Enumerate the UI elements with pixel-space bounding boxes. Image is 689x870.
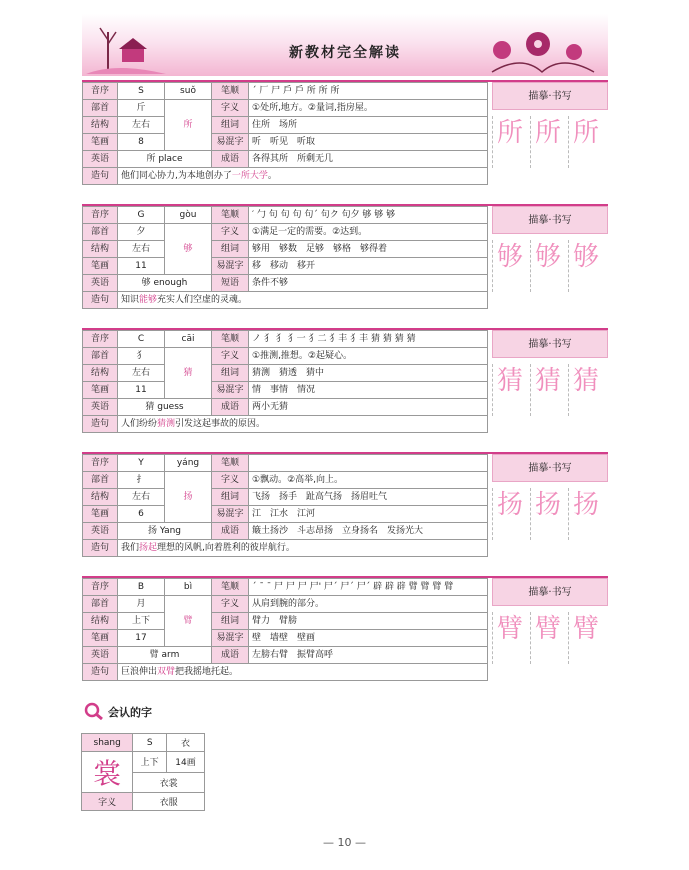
pinyin-value: gòu <box>165 207 212 224</box>
english-value: 够 enough <box>118 275 212 292</box>
label-ziyi: 字义 <box>212 596 249 613</box>
header-banner <box>82 14 608 76</box>
trace-character: 猜 <box>534 366 561 396</box>
stroke-order-value <box>249 455 488 472</box>
label-yingyu: 英语 <box>83 151 118 168</box>
recognize-structure: 上下 <box>133 752 167 773</box>
strokes-value: 6 <box>118 506 165 523</box>
character-table <box>82 206 488 309</box>
label-jiegou: 结构 <box>83 117 118 134</box>
label-phrase: 成语 <box>212 151 249 168</box>
trace-character: 够 <box>496 242 523 272</box>
label-yingyu: 英语 <box>83 399 118 416</box>
confusable-value: 情 事情 情况 <box>249 382 488 399</box>
meaning-value: ①飘动。②高举,向上。 <box>249 472 488 489</box>
recognize-table <box>81 733 205 811</box>
character-table <box>82 82 488 185</box>
label-bihua: 笔画 <box>83 630 118 647</box>
trace-character: 臂 <box>534 614 561 644</box>
label-jiegou: 结构 <box>83 241 118 258</box>
character-table <box>82 330 488 433</box>
structure-value: 左右 <box>118 117 165 134</box>
structure-value: 左右 <box>118 241 165 258</box>
sentence: 知识能够充实人们空虚的灵魂。 <box>118 292 488 309</box>
writing-grid[interactable] <box>492 612 608 664</box>
label-yinxu: 音序 <box>83 455 118 472</box>
meaning-value: 从肩到腕的部分。 <box>249 596 488 613</box>
writing-practice-header: 描摹·书写 <box>492 330 608 358</box>
label-phrase: 成语 <box>212 399 249 416</box>
sentence: 我们扬起理想的风帆,向着胜利的彼岸航行。 <box>118 540 488 557</box>
label-zaoju: 造句 <box>83 540 118 557</box>
label-yihunzi: 易混字 <box>212 506 249 523</box>
trace-character: 扬 <box>534 490 561 520</box>
words-value: 住所 场所 <box>249 117 488 134</box>
trace-character: 所 <box>496 118 523 148</box>
label-yingyu: 英语 <box>83 275 118 292</box>
label-yinxu: 音序 <box>83 83 118 100</box>
radical-value: 扌 <box>118 472 165 489</box>
strokes-value: 11 <box>118 258 165 275</box>
strokes-value: 8 <box>118 134 165 151</box>
big-character: 猜 <box>165 348 212 399</box>
character-card-yang <box>82 452 608 560</box>
label-zuci: 组词 <box>212 117 249 134</box>
label-bishun: 笔顺 <box>212 331 249 348</box>
recognize-title: 会认的字 <box>108 706 152 719</box>
writing-practice-header: 描摹·书写 <box>492 206 608 234</box>
writing-practice-header: 描摹·书写 <box>492 578 608 606</box>
page-number: — 10 — <box>323 836 366 849</box>
stroke-order-value: ′ 勹 句 句 句 句ˊ 句ク 句夕 够 够 够 <box>249 207 488 224</box>
label-bihua: 笔画 <box>83 258 118 275</box>
label-bushou: 部首 <box>83 472 118 489</box>
writing-practice <box>492 454 608 520</box>
label-yinxu: 音序 <box>83 579 118 596</box>
big-character: 臂 <box>165 596 212 647</box>
label-zuci: 组词 <box>212 613 249 630</box>
trace-character: 够 <box>572 242 599 272</box>
english-value: 扬 Yang <box>118 523 212 540</box>
label-ziyi: 字义 <box>212 224 249 241</box>
english-value: 猜 guess <box>118 399 212 416</box>
sentence: 人们纷纷猜测引发这起事故的原因。 <box>118 416 488 433</box>
stroke-order-value: ˊ 厂 尸 戶 戶 所 所 所 <box>249 83 488 100</box>
words-value: 飞扬 扬手 趾高气扬 扬眉吐气 <box>249 489 488 506</box>
character-table <box>82 454 488 557</box>
letter-value: C <box>118 331 165 348</box>
words-value: 够用 够数 足够 够格 够得着 <box>249 241 488 258</box>
writing-grid[interactable] <box>492 240 608 292</box>
big-character: 够 <box>165 224 212 275</box>
trace-character: 臂 <box>572 614 599 644</box>
label-yihunzi: 易混字 <box>212 134 249 151</box>
pinyin-value: bì <box>165 579 212 596</box>
structure-value: 上下 <box>118 613 165 630</box>
label-bishun: 笔顺 <box>212 455 249 472</box>
label-yihunzi: 易混字 <box>212 258 249 275</box>
recognize-strokes: 14画 <box>167 752 205 773</box>
confusable-value: 壁 墙壁 壁画 <box>249 630 488 647</box>
label-yingyu: 英语 <box>83 523 118 540</box>
label-phrase: 成语 <box>212 523 249 540</box>
letter-value: Y <box>118 455 165 472</box>
letter-value: G <box>118 207 165 224</box>
label-bihua: 笔画 <box>83 506 118 523</box>
label-zaoju: 造句 <box>83 416 118 433</box>
strokes-value: 17 <box>118 630 165 647</box>
recognize-pinyin: shang <box>82 734 133 752</box>
trace-character: 够 <box>534 242 561 272</box>
label-ziyi: 字义 <box>212 100 249 117</box>
label-phrase: 短语 <box>212 275 249 292</box>
label-bushou: 部首 <box>83 100 118 117</box>
english-value: 臂 arm <box>118 647 212 664</box>
character-card-cai <box>82 328 608 436</box>
label-zuci: 组词 <box>212 489 249 506</box>
label-yinxu: 音序 <box>83 331 118 348</box>
radical-value: 夕 <box>118 224 165 241</box>
letter-value: S <box>118 83 165 100</box>
writing-practice <box>492 206 608 272</box>
label-jiegou: 结构 <box>83 613 118 630</box>
label-yingyu: 英语 <box>83 647 118 664</box>
radical-value: 月 <box>118 596 165 613</box>
writing-practice-header: 描摹·书写 <box>492 82 608 110</box>
big-character: 所 <box>165 100 212 151</box>
big-character: 扬 <box>165 472 212 523</box>
label-bihua: 笔画 <box>83 134 118 151</box>
pinyin-value: yáng <box>165 455 212 472</box>
pinyin-value: cāi <box>165 331 212 348</box>
phrase-value: 左膀右臂 振臂高呼 <box>249 647 488 664</box>
meaning-value: ①处所,地方。②量词,指房屋。 <box>249 100 488 117</box>
strokes-value: 11 <box>118 382 165 399</box>
writing-practice <box>492 82 608 148</box>
writing-grid[interactable] <box>492 364 608 416</box>
english-value: 所 place <box>118 151 212 168</box>
phrase-value: 两小无猜 <box>249 399 488 416</box>
recognize-words: 衣裳 <box>133 772 205 793</box>
writing-practice <box>492 330 608 396</box>
label-jiegou: 结构 <box>83 365 118 382</box>
structure-value: 左右 <box>118 365 165 382</box>
stroke-order-value: ノ 犭 犭 犭一 犭二 犭丰 犭丰 猜 猜 猜 猜 <box>249 331 488 348</box>
trace-character: 臂 <box>496 614 523 644</box>
radical-value: 犭 <box>118 348 165 365</box>
recognize-meaning: 衣服 <box>133 793 205 811</box>
trace-character: 所 <box>534 118 561 148</box>
label-bishun: 笔顺 <box>212 207 249 224</box>
label-ziyi: 字义 <box>212 472 249 489</box>
label-ziyi: 字义 <box>212 348 249 365</box>
character-table <box>82 578 488 681</box>
trace-character: 所 <box>572 118 599 148</box>
label-bihua: 笔画 <box>83 382 118 399</box>
label-zaoju: 造句 <box>83 664 118 681</box>
phrase-value: 簸土扬沙 斗志昂扬 立身扬名 发扬光大 <box>249 523 488 540</box>
phrase-value: 各得其所 所剩无几 <box>249 151 488 168</box>
sentence: 他们同心协力,为本地创办了一所大学。 <box>118 168 488 185</box>
recognize-letter: S <box>133 734 167 752</box>
label-yihunzi: 易混字 <box>212 630 249 647</box>
meaning-value: ①满足一定的需要。②达到。 <box>249 224 488 241</box>
label-bishun: 笔顺 <box>212 83 249 100</box>
page-title: 新教材完全解读 <box>289 45 401 61</box>
label-yinxu: 音序 <box>83 207 118 224</box>
confusable-value: 江 江水 江河 <box>249 506 488 523</box>
label-jiegou: 结构 <box>83 489 118 506</box>
writing-practice-header: 描摹·书写 <box>492 454 608 482</box>
label-bushou: 部首 <box>83 348 118 365</box>
recognize-radical: 衣 <box>167 734 205 752</box>
trace-character: 扬 <box>572 490 599 520</box>
pinyin-value: suǒ <box>165 83 212 100</box>
recognize-meaning-label: 字义 <box>82 793 133 811</box>
trace-character: 猜 <box>572 366 599 396</box>
confusable-value: 移 移动 移开 <box>249 258 488 275</box>
stroke-order-value: ˊ ˉ ˉ 尸 尸 尸 尸' 尸ˊ 尸ˊ 尸ˊ 辟 辟 辟 臂 臂 臂 臂 <box>249 579 488 596</box>
phrase-value: 条件不够 <box>249 275 488 292</box>
writing-grid[interactable] <box>492 116 608 168</box>
label-phrase: 成语 <box>212 647 249 664</box>
character-card-gou <box>82 204 608 312</box>
words-value: 臂力 臂膀 <box>249 613 488 630</box>
writing-grid[interactable] <box>492 488 608 540</box>
radical-value: 斤 <box>118 100 165 117</box>
writing-practice <box>492 578 608 644</box>
magnifier-icon <box>84 702 104 720</box>
meaning-value: ①推测,推想。②起疑心。 <box>249 348 488 365</box>
words-value: 猜测 猜透 猜中 <box>249 365 488 382</box>
character-card-suo <box>82 80 608 188</box>
structure-value: 左右 <box>118 489 165 506</box>
confusable-value: 听 听见 听取 <box>249 134 488 151</box>
label-yihunzi: 易混字 <box>212 382 249 399</box>
sentence: 巨浪伸出双臂把我摇地托起。 <box>118 664 488 681</box>
character-card-bi <box>82 576 608 684</box>
label-bushou: 部首 <box>83 596 118 613</box>
label-zuci: 组词 <box>212 241 249 258</box>
label-bushou: 部首 <box>83 224 118 241</box>
recognize-character: 裳 <box>82 752 133 793</box>
label-zaoju: 造句 <box>83 168 118 185</box>
trace-character: 猜 <box>496 366 523 396</box>
label-bishun: 笔顺 <box>212 579 249 596</box>
label-zaoju: 造句 <box>83 292 118 309</box>
label-zuci: 组词 <box>212 365 249 382</box>
letter-value: B <box>118 579 165 596</box>
trace-character: 扬 <box>496 490 523 520</box>
